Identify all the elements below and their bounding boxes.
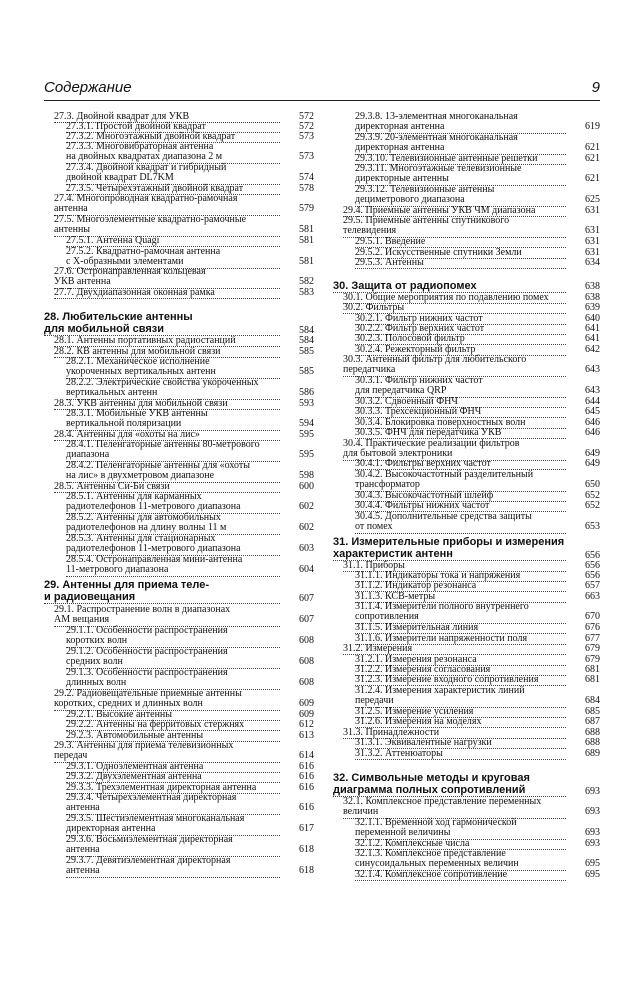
toc-entry — [333, 849, 600, 870]
toc-entry-title: 31.2.1. Измерения резонанса — [355, 655, 566, 666]
toc-entry-title: 28. Любительские антенны для мобильной связи — [44, 311, 280, 336]
toc-page-number: 650 — [585, 479, 600, 491]
toc-entry — [44, 236, 314, 246]
toc-entry-title: 29.1.2. Особенности распространения средних волн — [66, 647, 280, 669]
toc-entry-title: 29.5.1. Введение — [355, 237, 566, 248]
toc-entry-title: 28.4. Антенны для «охоты на лис» — [54, 430, 280, 441]
toc-entry — [44, 357, 314, 378]
toc-entry-title: 27.7. Двухдиапазонная оконная рамка — [54, 288, 280, 299]
toc-entry-title: 32.1. Комплексное представление переменных величин — [343, 797, 566, 819]
toc-entry — [333, 459, 600, 469]
toc-entry-title: 30.4.4. Фильтры нижних частот — [355, 501, 566, 512]
toc-entry — [333, 303, 600, 313]
toc-entry — [44, 440, 314, 461]
toc-page-number: 617 — [299, 823, 314, 835]
toc-entry — [44, 378, 314, 399]
toc-entry-title: 31.1.3. КСВ-метры — [355, 592, 566, 603]
toc-page-number: 607 — [299, 614, 314, 626]
toc-entry — [333, 623, 600, 633]
toc-entry — [333, 185, 600, 206]
toc-chapter — [333, 536, 600, 561]
toc-page-number: 652 — [585, 499, 600, 511]
toc-entry-title: 31.1.1. Индикаторы тока и напряжения — [355, 571, 566, 582]
toc-page-number: 581 — [299, 256, 314, 268]
toc-entry — [333, 470, 600, 491]
toc-page-number: 608 — [299, 635, 314, 647]
toc-page-number: 572 — [299, 110, 314, 122]
toc-page-number: 616 — [299, 781, 314, 793]
toc-entry — [44, 689, 314, 710]
toc-page-number: 609 — [299, 698, 314, 710]
toc-page-number: 688 — [585, 726, 600, 738]
toc-page-number: 619 — [585, 121, 600, 133]
toc-entry-title: 31. Измерительные приборы и измерения характеристик антенн — [333, 536, 565, 560]
toc-entry-title: 27.6. Остронаправленная кольцевая УКВ антенна — [54, 267, 280, 289]
toc-entry-title: 28.5.4. Остронаправленная мини-антенна 11-метрового диапазона — [66, 555, 280, 577]
toc-entry — [44, 647, 314, 668]
toc-page-number: 685 — [585, 705, 600, 717]
toc-page-number: 693 — [585, 837, 600, 849]
toc-page-number: 609 — [299, 708, 314, 720]
toc-entry — [333, 581, 600, 591]
toc-entry-title: 29.3. Антенны для приема телевизионных передач — [54, 741, 280, 763]
toc-page-number: 602 — [299, 522, 314, 534]
toc-page-number: 578 — [299, 182, 314, 194]
toc-entry-title: 28.3.1. Мобильные УКВ антенны вертикальной поляризации — [66, 409, 280, 431]
toc-page-number: 656 — [585, 559, 600, 571]
toc-entry-title: 31.2. Измерения — [343, 644, 566, 655]
toc-entry-title: 31.3.1. Эквивалентные нагрузки — [355, 738, 566, 749]
toc-page-number: 631 — [585, 235, 600, 247]
toc-page-number: 581 — [299, 234, 314, 246]
toc-entry-title: 28.2. КВ антенны для мобильной связи — [54, 347, 280, 358]
toc-entry — [44, 626, 314, 647]
toc-entry-title: 32.1.1. Временной ход гармонической переменной величины — [355, 818, 566, 840]
toc-page-number: 616 — [299, 770, 314, 782]
toc-entry-title: 30.4.3. Высокочастотный шлейф — [355, 491, 566, 502]
toc-entry-title: 30.2.2. Фильтр верхних частот — [355, 324, 566, 335]
toc-entry-title: 30.2. Фильтры — [343, 303, 566, 314]
toc-entry — [44, 856, 314, 877]
toc-entry-title: 27.5.1. Антенна Quagi — [66, 236, 280, 247]
toc-entry-title: 30.2.1. Фильтр нижних частот — [355, 314, 566, 325]
toc-entry-title: 31.1.5. Измерительная линия — [355, 623, 566, 634]
toc-page-number: 681 — [585, 673, 600, 685]
toc-entry-title: 28.2.1. Механическое исполнение укороченных вертикальных антенн — [66, 357, 280, 379]
toc-page-number: 638 — [585, 291, 600, 303]
toc-entry-title: 32.1.3. Комплексное представление синусоидальных переменных величин — [355, 849, 566, 871]
toc-entry-title: 27.3.2. Многоэтажный двойной квадрат — [66, 132, 280, 143]
toc-page-number: 687 — [585, 715, 600, 727]
toc-entry-title: 29.5.3. Антенны — [355, 258, 566, 269]
toc-page-number: 643 — [585, 385, 600, 397]
toc-page-number: 595 — [299, 449, 314, 461]
toc-page-number: 608 — [299, 656, 314, 668]
toc-page-number: 695 — [585, 858, 600, 870]
toc-entry-title: 31.1.4. Измерители полного внутреннего сопротивления — [355, 602, 566, 624]
toc-entry-title: 29.3.1. Одноэлементная антенна — [66, 762, 280, 773]
toc-page-number: 688 — [585, 736, 600, 748]
toc-page-number: 649 — [585, 448, 600, 460]
toc-page-number: 679 — [585, 653, 600, 665]
toc-entry — [44, 814, 314, 835]
toc-entry — [333, 602, 600, 623]
toc-entry-title: 30.3. Антенный фильтр для любительского передатчика — [343, 355, 566, 377]
toc-entry — [333, 407, 600, 417]
toc-entry-title: 27.5.2. Квадратно-рамочная антенна с X-образными элементами — [66, 247, 280, 269]
toc-entry — [333, 112, 600, 133]
running-header — [44, 76, 600, 101]
toc-entry-title: 28.4.2. Пеленгаторные антенны для «охоты на лис» в двухметровом диапазоне — [66, 461, 280, 483]
toc-page-number: 679 — [585, 642, 600, 654]
toc-entry-title: 27.5. Многоэлементные квадратно-рамочные антенны — [54, 215, 280, 237]
toc-page-number: 634 — [585, 256, 600, 268]
toc-entry-title: 31.1. Приборы — [343, 561, 566, 572]
toc-entry-title: 30.3.1. Фильтр нижних частот для передатчика QRP — [355, 376, 566, 398]
toc-entry — [333, 355, 600, 376]
toc-page-number: 585 — [299, 345, 314, 357]
toc-page-number: 594 — [299, 418, 314, 430]
toc-entry-title: 31.3. Принадлежности — [343, 728, 566, 739]
toc-page-number: 586 — [299, 387, 314, 399]
toc-entry-title: 32.1.4. Комплексное сопротивление — [355, 870, 566, 881]
toc-entry-title: 29.4. Приемные антенны УКВ ЧМ диапазона — [343, 206, 566, 217]
toc-entry-title: 29.3.8. 13-элементная многоканальная директорная антенна — [355, 112, 566, 134]
toc-entry-title: 28.5.3. Антенны для стационарных радиотелефонов 11-метрового диапазона — [66, 534, 280, 556]
toc-page-number: 656 — [585, 549, 600, 561]
toc-entry-title: 29.2.3. Автомобильные антенны — [66, 731, 280, 742]
toc-entry — [44, 142, 314, 163]
toc-page-number: 604 — [299, 564, 314, 576]
toc-page-number: 600 — [299, 480, 314, 492]
toc-page-number: 681 — [585, 663, 600, 675]
toc-entry — [44, 194, 314, 215]
toc-entry — [44, 793, 314, 814]
toc-page-number: 608 — [299, 677, 314, 689]
toc-entry-title: 28.2.2. Электрические свойства укороченных вертикальных антенн — [66, 378, 280, 400]
toc-entry-title: 31.2.6. Измерения на моделях — [355, 717, 566, 728]
toc-entry — [44, 288, 314, 298]
toc-entry — [333, 334, 600, 344]
toc-entry — [333, 428, 600, 438]
toc-page-number: 613 — [299, 729, 314, 741]
toc-entry — [333, 738, 600, 748]
toc-entry-title: 28.5. Антенны Си-Би связи — [54, 482, 280, 493]
toc-page-number: 607 — [299, 592, 314, 604]
toc-entry-title: 29.3.6. Восьмиэлементная директорная антенна — [66, 835, 280, 857]
toc-entry — [333, 133, 600, 154]
toc-entry — [333, 644, 600, 654]
toc-entry-title: 29. Антенны для приема теле- и радиовещания — [44, 579, 280, 604]
toc-page-number: 631 — [585, 225, 600, 237]
toc-chapter — [333, 280, 600, 293]
toc-entry — [44, 492, 314, 513]
toc-page-number: 573 — [299, 130, 314, 142]
toc-page-number: 670 — [585, 611, 600, 623]
toc-page-number: 653 — [585, 521, 600, 533]
toc-entry — [44, 720, 314, 730]
toc-page-number: 612 — [299, 718, 314, 730]
toc-page-number: 676 — [585, 621, 600, 633]
toc-entry-title: 29.1.3. Особенности распространения длинных волн — [66, 668, 280, 690]
toc-page-number: 579 — [299, 203, 314, 215]
toc-entry-title: 29.3.4. Четырехэлементная директорная антенна — [66, 793, 280, 815]
toc-page-number: 649 — [585, 457, 600, 469]
toc-entry-title: 30.4.1. Фильтры верхних частот — [355, 459, 566, 470]
toc-page-number: 621 — [585, 173, 600, 185]
toc-entry — [333, 818, 600, 839]
toc-page-number: 644 — [585, 395, 600, 407]
toc-entry-title: 31.2.3. Измерение входного сопротивления — [355, 675, 566, 686]
toc-entry-title: 29.3.12. Телевизионные антенны дециметрового диапазона — [355, 185, 566, 207]
toc-entry-title: 29.3.3. Трехэлементная директорная антенна — [66, 783, 280, 794]
toc-page-number: 657 — [585, 579, 600, 591]
toc-page-number: 581 — [299, 224, 314, 236]
toc-page-number: 652 — [585, 489, 600, 501]
toc-entry-title: 30.3.4. Блокировка поверхностных волн — [355, 418, 566, 429]
toc-entry — [44, 267, 314, 288]
toc-page-number: 625 — [585, 194, 600, 206]
toc-entry-title: 31.3.2. Аттенюаторы — [355, 749, 566, 760]
toc-entry — [44, 247, 314, 268]
toc-page-number: 693 — [585, 806, 600, 818]
toc-entry-title: 28.4.1. Пеленгаторные антенны 80-метрового диапазона — [66, 440, 280, 462]
toc-entry — [44, 835, 314, 856]
toc-page-number: 639 — [585, 301, 600, 313]
toc-entry-title: 27.3.4. Двойной квадрат и гибридный двойной квадрат DL7KM — [66, 163, 280, 185]
toc-page-number: 693 — [585, 827, 600, 839]
toc-entry — [44, 534, 314, 555]
toc-entry-title: 28.1. Антенны портативных радиостанций — [54, 336, 280, 347]
toc-entry-title: 31.2.2. Измерения согласования — [355, 665, 566, 676]
toc-entry-title: 29.3.7. Девятиэлементная директорная антенна — [66, 856, 280, 878]
toc-entry-title: 30.2.3. Полосовой фильтр — [355, 334, 566, 345]
toc-page-number: 598 — [299, 470, 314, 482]
toc-entry-title: 30.3.3. Трехсекционный ФНЧ — [355, 407, 566, 418]
toc-page-number: 574 — [299, 172, 314, 184]
toc-page-number: 572 — [299, 120, 314, 132]
toc-page-number: 573 — [299, 151, 314, 163]
toc-entry-title: 28.5.2. Антенны для автомобильных радиотелефонов на длину волны 11 м — [66, 513, 280, 535]
toc-page-number: 684 — [585, 695, 600, 707]
toc-entry — [333, 376, 600, 397]
toc-page-number: 663 — [585, 590, 600, 602]
toc-entry — [44, 215, 314, 236]
toc-entry — [333, 870, 600, 880]
toc-page-number: 641 — [585, 332, 600, 344]
toc-page-number: 618 — [299, 844, 314, 856]
toc-entry — [333, 675, 600, 685]
toc-entry — [44, 772, 314, 782]
toc-page-number: 584 — [299, 334, 314, 346]
toc-page-number: 643 — [585, 364, 600, 376]
toc-entry — [44, 513, 314, 534]
toc-page-number: 631 — [585, 204, 600, 216]
toc-entry — [333, 717, 600, 727]
toc-page-number: 641 — [585, 322, 600, 334]
toc-entry — [44, 461, 314, 482]
toc-entry-title: 29.5. Приемные антенны спутникового телевидения — [343, 216, 566, 238]
toc-entry-title: 29.2.1. Высокие антенны — [66, 710, 280, 721]
toc-entry-title: 27.3.1. Простой двойной квадрат — [66, 122, 280, 133]
toc-page-number: 646 — [585, 426, 600, 438]
toc-entry-title: 27.4. Многопроводная квадратно-рамочная антенна — [54, 194, 280, 216]
toc-page-number: 645 — [585, 405, 600, 417]
toc-page-number: 646 — [585, 416, 600, 428]
toc-entry — [44, 163, 314, 184]
toc-page-number: 593 — [299, 397, 314, 409]
toc-page-number: 638 — [585, 281, 600, 293]
header-title: Содержание — [44, 79, 132, 96]
toc-entry-title: 29.5.2. Искусственные спутники Земли — [355, 248, 566, 259]
toc-entry-title: 27.3. Двойной квадрат для УКВ — [54, 112, 280, 123]
toc-entry-title: 29.3.9. 20-элементная многоканальная директорная антенна — [355, 133, 566, 155]
toc-page-number: 693 — [585, 785, 600, 797]
toc-entry-title: 27.3.5. Четырехэтажный двойной квадрат — [66, 184, 280, 195]
toc-page-number: 640 — [585, 312, 600, 324]
toc-page-number: 621 — [585, 152, 600, 164]
toc-entry-title: 32.1.2. Комплексные числа — [355, 839, 566, 850]
toc-entry — [333, 501, 600, 511]
toc-entry-title: 31.2.5. Измерение усиления — [355, 707, 566, 718]
toc-entry-title: 31.1.2. Индикатор резонанса — [355, 581, 566, 592]
toc-page-number: 595 — [299, 428, 314, 440]
toc-entry — [333, 512, 600, 533]
toc-entry-title: 30.2.4. Режекторный фильтр — [355, 345, 566, 356]
toc-entry-title: 31.1.6. Измерители напряженности поля — [355, 634, 566, 645]
toc-chapter — [44, 311, 314, 336]
toc-entry — [333, 749, 600, 759]
toc-page-number: 621 — [585, 142, 600, 154]
toc-entry-title: 29.1. Распространение волн в диапазонах АМ вещания — [54, 605, 280, 627]
toc-entry — [333, 797, 600, 818]
toc-entry — [44, 605, 314, 626]
toc-entry-title: 29.3.10. Телевизионные антенные решетки — [355, 154, 566, 165]
toc-entry-title: 31.2.4. Измерения характеристик линий передачи — [355, 686, 566, 708]
toc-page-number: 642 — [585, 343, 600, 355]
toc-entry-title: 30. Защита от радиопомех — [333, 280, 566, 293]
toc-entry-title: 29.3.2. Двухэлементная антенна — [66, 772, 280, 783]
toc-page-number: 585 — [299, 366, 314, 378]
toc-entry-title: 29.2. Радиовещательные приемные антенны коротких, средних и длинных волн — [54, 689, 280, 711]
toc-page-number: 602 — [299, 501, 314, 513]
toc-page-number: 583 — [299, 286, 314, 298]
toc-entry — [333, 216, 600, 237]
toc-page-number: 584 — [299, 324, 314, 336]
toc-entry-title: 30.4.2. Высокочастотный разделительный трансформатор — [355, 470, 566, 492]
toc-page-number: 677 — [585, 632, 600, 644]
toc-entry — [333, 439, 600, 460]
toc-entry-title: 29.3.11. Многоэтажные телевизионные директорные антенны — [355, 164, 566, 186]
toc-page-number: 614 — [299, 750, 314, 762]
toc-entry-title: 27.3.3. Многовибраторная антенна на двойных квадратах диапазона 2 м — [66, 142, 280, 164]
toc-entry-title: 28.3. УКВ антенны для мобильной связи — [54, 399, 280, 410]
toc-chapter — [44, 579, 314, 604]
toc-entry-title: 30.4.5. Дополнительные средства защиты от помех — [355, 512, 566, 534]
toc-entry — [44, 336, 314, 346]
toc-page-number: 656 — [585, 569, 600, 581]
toc-entry — [44, 741, 314, 762]
toc-page-number: 582 — [299, 276, 314, 288]
toc-entry-title: 28.5.1. Антенны для карманных радиотелефонов 11-метрового диапазона — [66, 492, 280, 514]
toc-entry — [333, 237, 600, 247]
toc-entry-title: 32. Символьные методы и круговая диаграмма полных сопротивлений — [333, 772, 566, 797]
toc-page-number: 631 — [585, 246, 600, 258]
toc-page-number: 618 — [299, 865, 314, 877]
toc-page-number: 616 — [299, 802, 314, 814]
toc-page-number: 689 — [585, 747, 600, 759]
toc-entry-title: 30.1. Общие мероприятия по подавлению помех — [343, 293, 566, 304]
toc-entry-title: 29.3.5. Шестиэлементная многоканальная директорная антенна — [66, 814, 280, 836]
toc-entry-title: 29.2.2. Антенны на ферритовых стержнях — [66, 720, 280, 731]
toc-entry-title: 30.4. Практические реализации фильтров для бытовой электроники — [343, 439, 566, 461]
toc-entry-title: 29.1.1. Особенности распространения коротких волн — [66, 626, 280, 648]
toc-entry — [333, 164, 600, 185]
toc-chapter — [333, 772, 600, 797]
toc-entry-title: 30.3.5. ФНЧ для передатчика УКВ — [355, 428, 566, 439]
toc-page-number: 603 — [299, 543, 314, 555]
toc-page-number: 616 — [299, 760, 314, 772]
toc-entry — [44, 555, 314, 576]
toc-entry — [44, 668, 314, 689]
page-number: 9 — [591, 79, 600, 96]
toc-entry — [333, 686, 600, 707]
toc-entry — [44, 409, 314, 430]
toc-entry-title: 30.3.2. Сдвоенный ФНЧ — [355, 397, 566, 408]
toc-entry — [333, 258, 600, 268]
toc-page-number: 695 — [585, 868, 600, 880]
